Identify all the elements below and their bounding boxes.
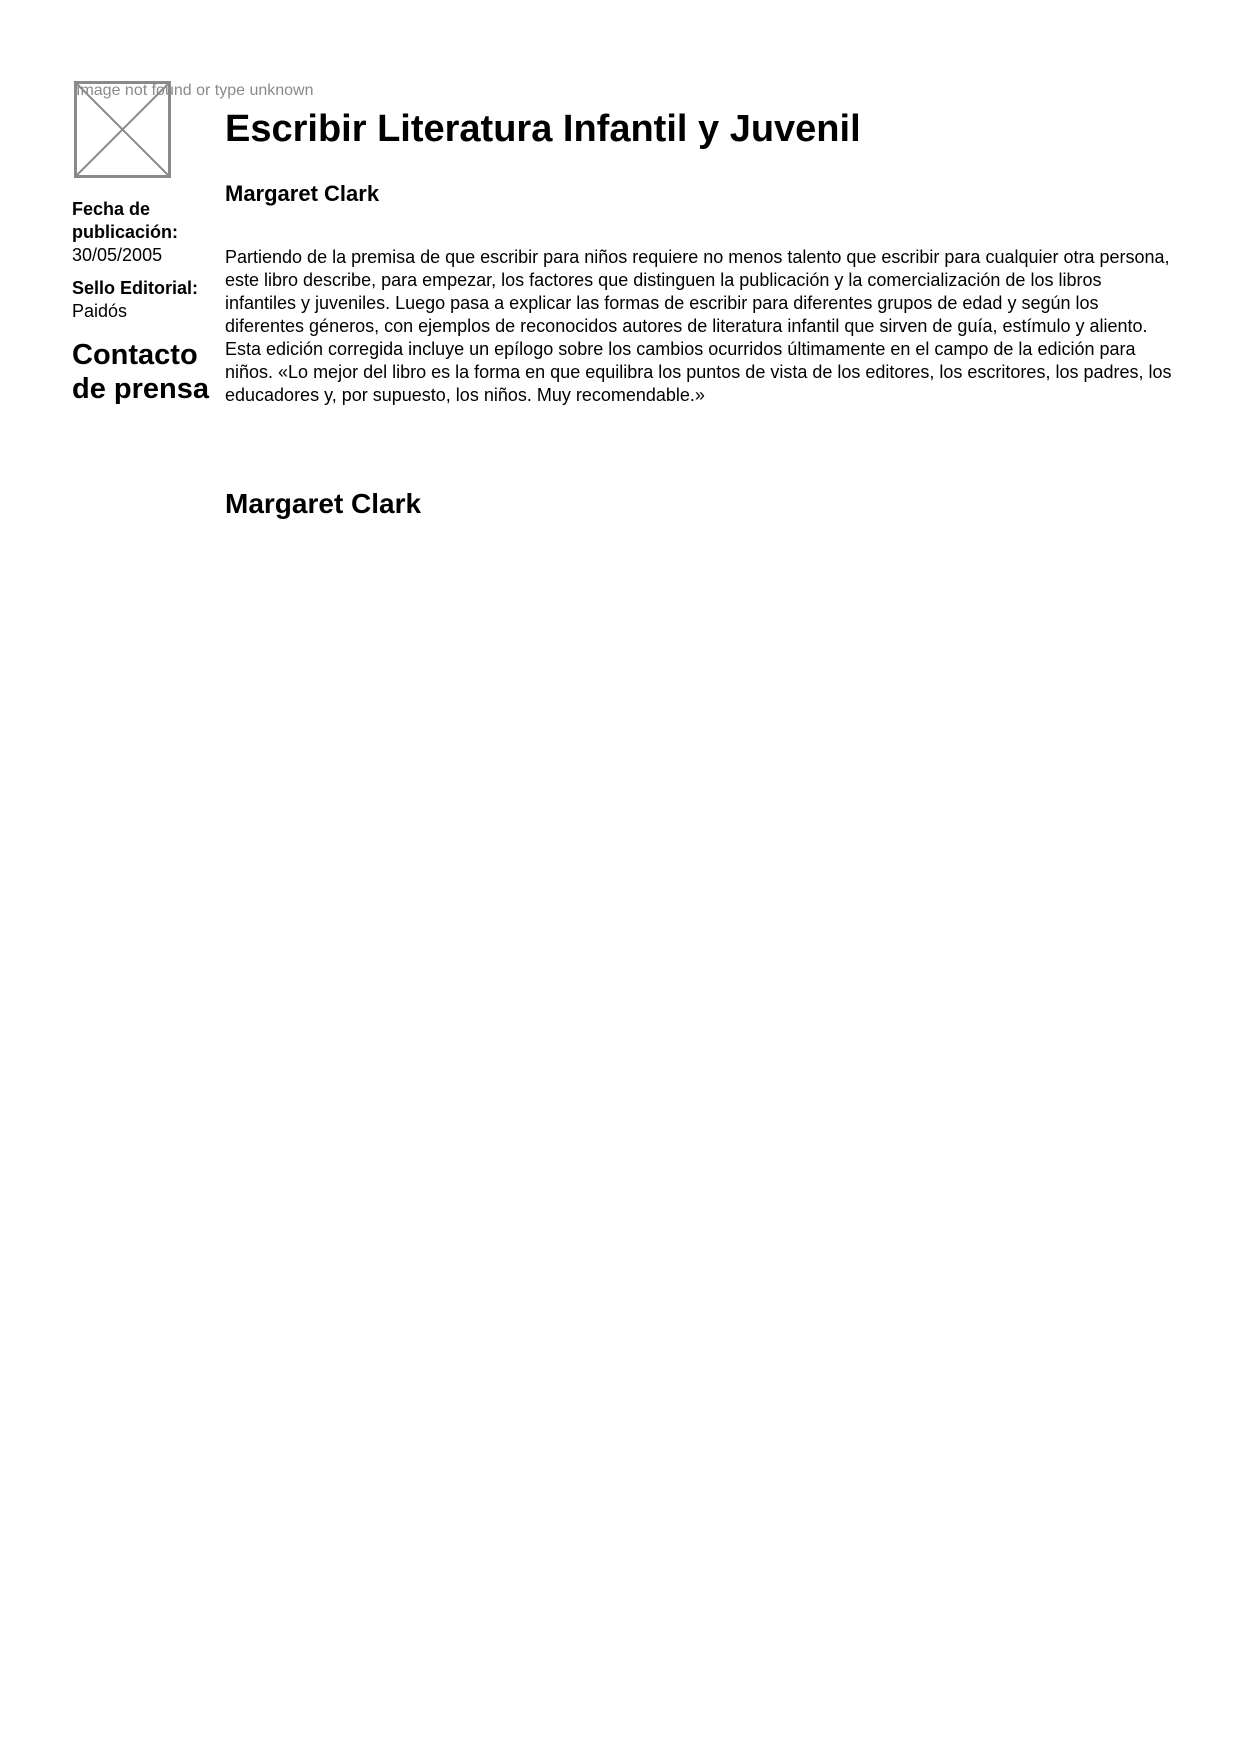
imprint-label: Sello Editorial: bbox=[72, 278, 199, 298]
book-description: Partiendo de la premisa de que escribir para niños requiere no menos talento que escribir para cualquier otra persona, este libro describe, para empezar, los factores que distinguen la publicación y la comercialización de los libros infantiles y juveniles. Luego pasa a explicar las formas de escribir para diferentes grupos de edad y según los diferentes géneros, con ejemplos de reconocidos autores de literatura infantil que sirven de guía, estímulo y aliento. Esta edición corregida incluye un epílogo sobre los cambios ocurridos últimamente en el campo de la edición para niños. «Lo mejor del libro es la forma en que equilibra los puntos de vista de los editores, los escritores, los padres, los educadores y, por supuesto, los niños. Muy recomendable.» bbox=[225, 247, 1172, 405]
imprint-value: Paidós bbox=[72, 301, 128, 321]
image-alt-text: Image not found or type unknown bbox=[76, 82, 314, 99]
publication-date-label: Fecha de publicación: bbox=[72, 199, 179, 242]
press-contact-heading: Contacto de prensa bbox=[72, 339, 209, 405]
imprint-block bbox=[72, 277, 212, 323]
book-author: Margaret Clark bbox=[225, 181, 380, 206]
author-section-heading: Margaret Clark bbox=[225, 488, 422, 519]
publication-date-block bbox=[72, 198, 212, 267]
book-metadata-sidebar bbox=[72, 198, 212, 406]
book-title: Escribir Literatura Infantil y Juvenil bbox=[225, 108, 861, 150]
book-main-content bbox=[225, 105, 1175, 521]
publication-date-value: 30/05/2005 bbox=[72, 245, 163, 265]
